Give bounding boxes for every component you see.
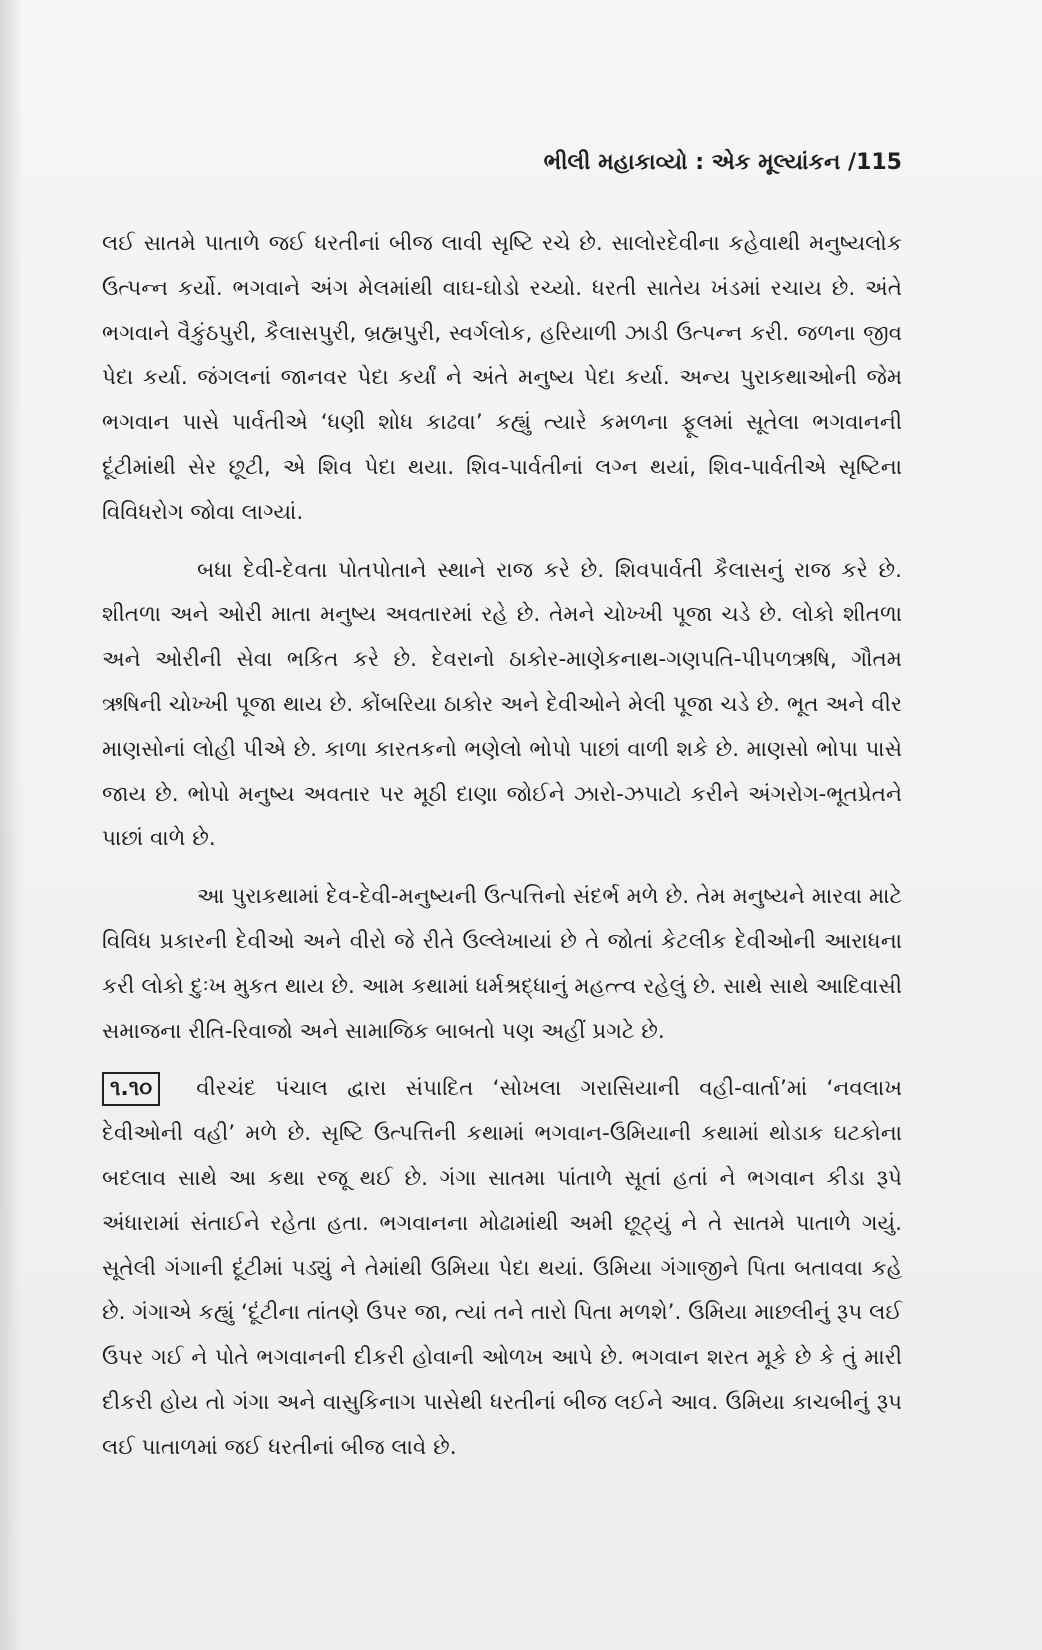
paragraph-section-1-10: [102, 1067, 902, 1470]
page-edge-shadow: [0, 0, 22, 1650]
running-header: ભીલી મહાકાવ્યો : એક મૂલ્યાંકન /115: [543, 150, 902, 175]
section-number-box: ૧.૧૦: [102, 1072, 160, 1106]
paragraph-deities: બધા દેવી-દેવતા પોતપોતાને સ્થાને રાજ કરે છે. શિવપાર્વતી કૈલાસનું રાજ કરે છે. શીતળા અને ઓરી માતા મનુષ્ય અવતારમાં રહે છે. તેમને ચોખ્ખી પૂજા ચડે છે. લોકો શીતળા અને ઓરીની સેવા ભકિત કરે છે. દેવરાનો ઠાકોર-માણેકનાથ-ગણપતિ-પીપળઋષિ, ગૌતમ ઋષિની ચોખ્ખી પૂજા થાય છે. કોંબરિયા ઠાકોર અને દેવીઓને મેલી પૂજા ચડે છે. ભૂત અને વીર માણસોનાં લોહી પીએ છે. કાળા કારતકનો ભણેલો ભોપો પાછાં વાળી શકે છે. માણસો ભોપા પાસે જાય છે. ભોપો મનુષ્ય અવતાર પર મૂઠી દાણા જોઈને ઝારો-ઝપાટો કરીને અંગરોગ-ભૂતપ્રેતને પાછાં વાળે છે.: [102, 557, 902, 852]
paragraph-continuation: લઈ સાતમે પાતાળે જઈ ધરતીનાં બીજ લાવી સૃષ્ટિ રચે છે. સાલોરદેવીના કહેવાથી મનુષ્યલોક ઉત્પન્ન કર્યો. ભગવાને અંગ મેલમાંથી વાઘ-ઘોડો રચ્યો. ધરતી સાતેય ખંડમાં રચાય છે. અંતે ભગવાને વૈકુંઠપુરી, કૈલાસપુરી, બ્રહ્મપુરી, સ્વર્ગલોક, હરિયાળી ઝાડી ઉત્પન્ન કરી. જળના જીવ પેદા કર્યા. જંગલનાં જાનવર પેદા કર્યાં ને અંતે મનુષ્ય પેદા કર્યા. અન્ય પુરાકથાઓની જેમ ભગવાન પાસે પાર્વતીએ ‘ધણી શોધ કાઢવા’ કહ્યું ત્યારે કમળના ફૂલમાં સૂતેલા ભગવાનની દૂંટીમાંથી સેર છૂટી, એ શિવ પેદા થયા. શિવ-પાર્વતીનાં લગ્ન થયાં, શિવ-પાર્વતીએ સૃષ્ટિના વિવિધરોગ જોવા લાગ્યાં.: [102, 231, 902, 525]
page-body: [102, 222, 902, 1471]
section-1-10-text: વીરચંદ પંચાલ દ્વારા સંપાદિત ‘સોખલા ગરાસિયાની વહી-વાર્તા’માં ‘નવલાખ દેવીઓની વહી’ મળે છે. સૃષ્ટિ ઉત્પત્તિની કથામાં ભગવાન-ઉમિયાની કથામાં થોડાક ઘટકોના બદલાવ સાથે આ કથા રજૂ થઈ છે. ગંગા સાતમા પાંતાળે સૂતાં હતાં ને ભગવાન કીડા રૂપે અંધારામાં સંતાઈને રહેતા હતા. ભગવાનના મોઢામાંથી અમી છૂટ્યું ને તે સાતમે પાતાળે ગયું. સૂતેલી ગંગાની દૂંટીમાં પડ્યું ને તેમાંથી ઉમિયા પેદા થયાં. ઉમિયા ગંગાજીને પિતા બતાવવા કહે છે. ગંગાએ કહ્યું ‘દૂંટીના તાંતણે ઉપર જા, ત્યાં તને તારો પિતા મળશે’. ઉમિયા માછલીનું રૂપ લઈ ઉપર ગઈ ને પોતે ભગવાનની દીકરી હોવાની ઓળખ આપે છે. ભગવાન શરત મૂકે છે કે તું મારી દીકરી હોય તો ગંગા અને વાસુકિનાગ પાસેથી ધરતીનાં બીજ લઈને આવ. ઉમિયા કાચબીનું રૂપ લઈ પાતાળમાં જઈ ધરતીનાં બીજ લાવે છે.: [102, 1076, 902, 1460]
paragraph-myth-context: આ પુરાકથામાં દેવ-દેવી-મનુષ્યની ઉત્પત્તિનો સંદર્ભ મળે છે. તેમ મનુષ્યને મારવા માટે વિવિધ પ્રકારની દેવીઓ અને વીરો જે રીતે ઉલ્લેખાયાં છે તે જોતાં કેટલીક દેવીઓની આરાધના કરી લોકો દુઃખ મુકત થાય છે. આમ કથામાં ધર્મશ્રદ્ધાનું મહત્ત્વ રહેલું છે. સાથે સાથે આદિવાસી સમાજના રીતિ-રિવાજો અને સામાજિક બાબતો પણ અહીં પ્રગટે છે.: [102, 884, 903, 1044]
